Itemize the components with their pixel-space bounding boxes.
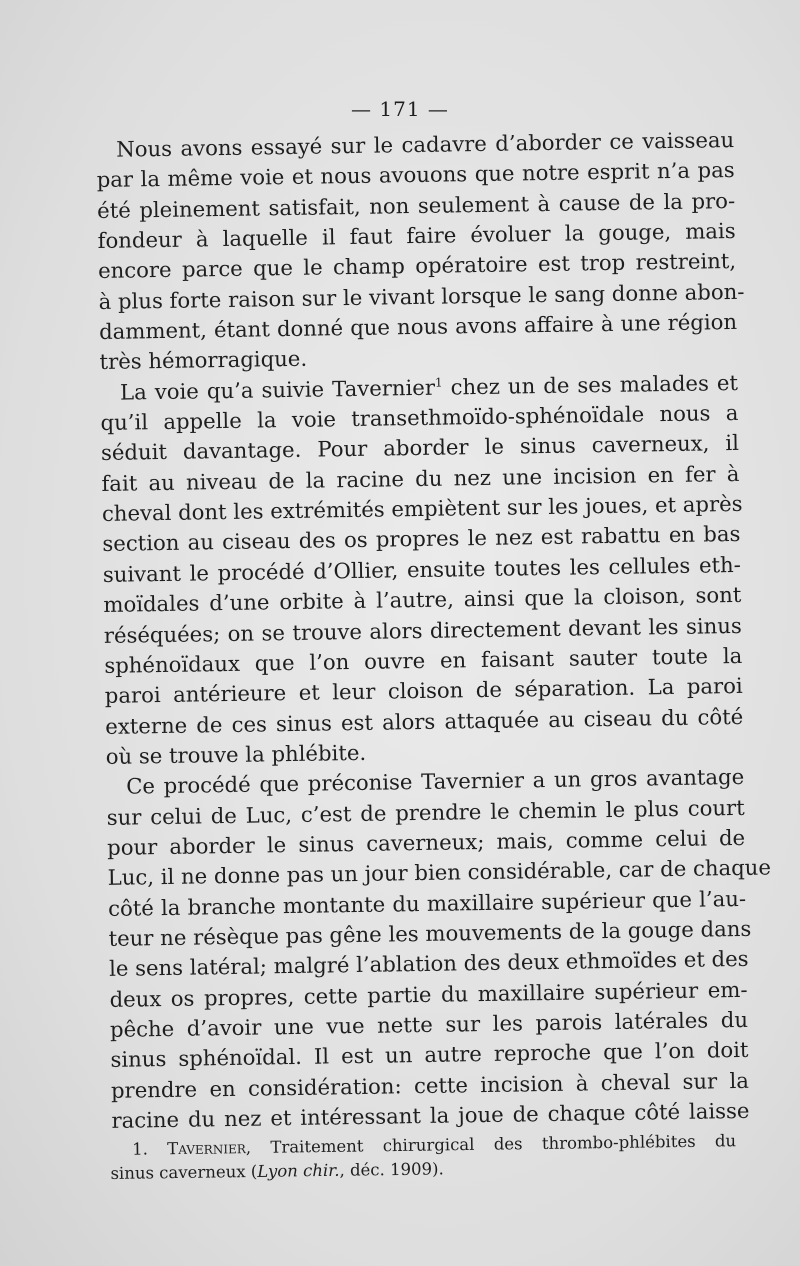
text-line: Luc, il ne donne pas un jour bien considérable, car de chaque	[107, 854, 772, 891]
text-line: côté la branche montante du maxillaire supérieur que l’au-	[107, 885, 747, 921]
footnote	[110, 1129, 737, 1186]
text-line: prendre en considération: cette incision à cheval sur la	[110, 1067, 750, 1103]
text-line: à plus forte raison sur le vivant lorsque le sang donne abon-	[98, 278, 745, 314]
text-line: qu’il appelle la voie transethmoïdo-sphénoïdale nous a	[100, 400, 739, 436]
text-fragment: chez un de ses malades et	[442, 369, 739, 400]
text-line: cheval dont les extrémités empiètent sur les joues, et après	[101, 491, 743, 527]
footnote-text: sinus caverneux (	[110, 1161, 258, 1183]
text-line: été pleinement satisfait, non seulement à cause de la pro-	[96, 187, 736, 223]
text-line: sur celui de Luc, c’est de prendre le chemin le plus court	[106, 794, 745, 830]
text-line: damment, étant donné que nous avons affaire à une région	[98, 309, 738, 345]
text-line: le sens latéral; malgré l’ablation des deux ethmoïdes et des	[108, 946, 749, 982]
footnote-reference[interactable]: 1	[434, 375, 443, 390]
text-line: fait au niveau de la racine du nez une incision en fer à	[101, 460, 740, 496]
footnote-number: 1.	[132, 1139, 149, 1159]
text-line: sphénoïdaux que l’on ouvre en faisant sauter toute la	[104, 642, 743, 678]
text-line: suivant le procédé d’Ollier, ensuite toutes les cellules eth-	[102, 551, 742, 587]
text-line: Nous avons essayé sur le cadavre d’aborder ce vaisseau	[116, 126, 735, 162]
text-line: par la même voie et nous avouons que notre esprit n’a pas	[96, 157, 735, 193]
body-text	[96, 125, 772, 1136]
text-line: moïdales d’une orbite à l’autre, ainsi que la cloison, sont	[103, 582, 742, 618]
text-line: racine du nez et intéressant la joue de chaque côté laisse	[111, 1097, 750, 1133]
text-line: très hémorragique.	[99, 346, 308, 375]
text-line: externe de ces sinus est alors attaquée au ciseau du côté	[105, 703, 744, 739]
footnote-text: , déc. 1909).	[339, 1159, 444, 1180]
text-line: paroi antérieure et leur cloison de séparation. La paroi	[104, 673, 743, 709]
text-line: section au ciseau des os propres le nez est rabattu en bas	[102, 521, 741, 557]
footnote-text: , Traitement chirurgical des thrombo-phlébites du	[245, 1131, 737, 1158]
text-line: teur ne résèque pas gêne les mouvements de la gouge dans	[108, 915, 752, 951]
text-line: deux os propres, cette partie du maxillaire supérieur em-	[109, 976, 748, 1012]
text-fragment: La voie qu’a suivie Tavernier	[119, 374, 436, 405]
footnote-author: Tavernier	[167, 1138, 246, 1159]
text-line: pour aborder le sinus caverneux; mais, comme celui de	[106, 824, 746, 860]
page-number: — 171 —	[351, 97, 449, 121]
text-line: Ce procédé que préconise Tavernier a un gros avantage	[126, 764, 745, 799]
text-line: réséquées; on se trouve alors directement devant les sinus	[103, 612, 742, 648]
text-line: encore parce que le champ opératoire est trop restreint,	[97, 248, 737, 284]
footnote-journal: Lyon chir.	[257, 1160, 340, 1181]
text-line: pêche d’avoir une vue nette sur les parois latérales du	[109, 1006, 749, 1042]
text-line: séduit davantage. Pour aborder le sinus caverneux, il	[100, 430, 740, 466]
text-line: fondeur à laquelle il faut faire évoluer la gouge, mais	[97, 217, 736, 254]
text-line: où se trouve la phlébite.	[105, 739, 367, 769]
text-line: sinus sphénoïdal. Il est un autre reproche que l’on doit	[110, 1037, 749, 1073]
